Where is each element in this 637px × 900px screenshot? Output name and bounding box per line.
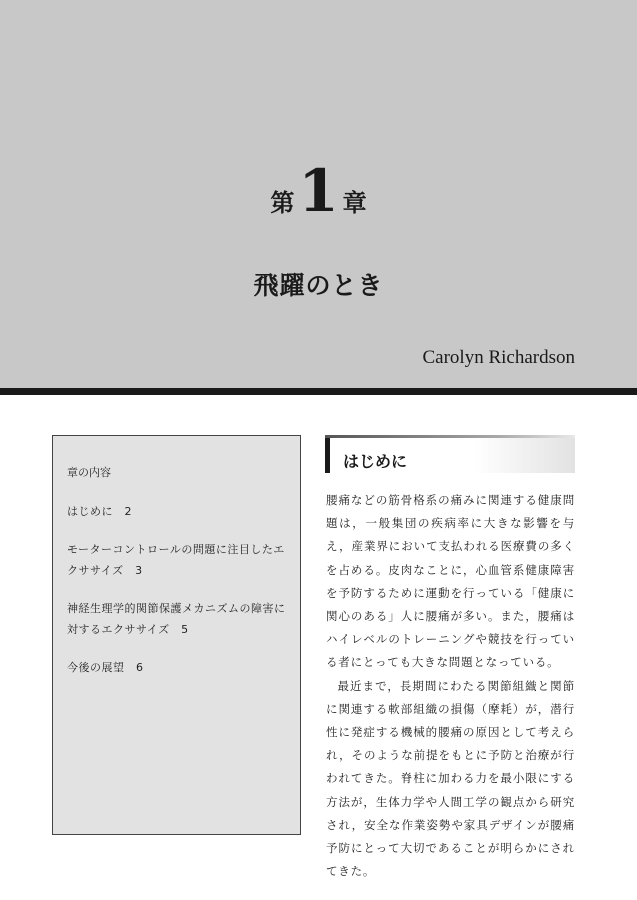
contents-item: はじめに 2 bbox=[67, 505, 132, 518]
contents-item: 神経生理学的関節保護メカニズムの障害に対するエクササイズ 5 bbox=[67, 602, 286, 636]
section-heading: はじめに bbox=[343, 452, 408, 471]
chapter-title: 飛躍のとき bbox=[253, 271, 384, 300]
contents-heading: 章の内容 bbox=[67, 466, 111, 479]
section-heading-bar bbox=[325, 438, 330, 473]
contents-item: モーターコントロールの問題に注目したエクササイズ 3 bbox=[67, 543, 285, 577]
chapter-number-label bbox=[0, 157, 637, 225]
header-divider bbox=[0, 388, 637, 395]
chapter-author: Carolyn Richardson bbox=[422, 347, 575, 368]
chapter-contents-box bbox=[52, 435, 301, 835]
body-paragraph: 腰痛などの筋骨格系の痛みに関連する健康問題は，一般集団の疾病率に大きな影響を与え，産業界において支払われる医療費の多くを占める。皮肉なことに，心血管系健康障害を予防するために運動を行っている「健康に関心のある」人に腰痛が多い。また，腰痛はハイレベルのトレーニングや競技を行っている者にとっても大きな問題となっている。 bbox=[326, 493, 575, 670]
body-paragraph: 最近まで，長期間にわたる関節組織と関節に関連する軟部組織の損傷（摩耗）が，潜行性に発症する機械的腰痛の原因として考えられ，そのような前提をもとに予防と治療が行われてきた。脊柱に加わる力を最小限にする方法が，生体力学や人間工学の観点から研究され，安全な作業姿勢や家具デザインが腰痛予防にとって大切であることが明らかにされてきた。 bbox=[326, 678, 575, 879]
chapter-number: 1 bbox=[298, 157, 339, 225]
contents-item: 今後の展望 6 bbox=[67, 661, 144, 674]
chapter-prefix: 第 bbox=[270, 189, 295, 217]
section-heading-block bbox=[325, 435, 575, 473]
chapter-suffix: 章 bbox=[342, 189, 367, 217]
section-body bbox=[326, 489, 575, 883]
